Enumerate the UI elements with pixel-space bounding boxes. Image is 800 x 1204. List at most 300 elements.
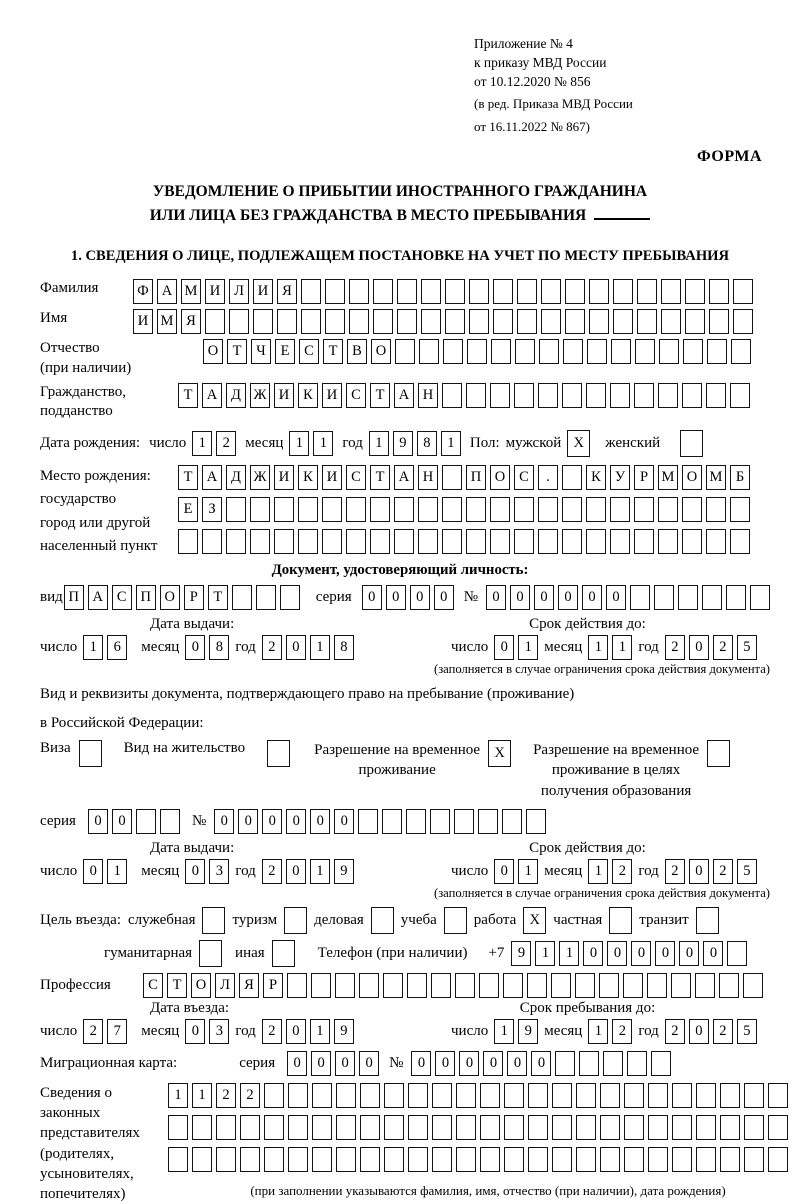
char-cell[interactable]	[682, 383, 702, 408]
char-cell[interactable]: П	[466, 465, 486, 490]
char-cell[interactable]	[202, 907, 225, 934]
char-cell[interactable]	[371, 907, 394, 934]
char-cell[interactable]	[587, 339, 607, 364]
char-cell[interactable]	[610, 383, 630, 408]
char-cell[interactable]	[707, 339, 727, 364]
char-cell[interactable]	[160, 809, 180, 834]
char-cell[interactable]	[504, 1147, 524, 1172]
char-cell[interactable]	[555, 1051, 575, 1076]
char-cell[interactable]	[565, 279, 585, 304]
char-cell[interactable]: 5	[737, 1019, 757, 1044]
char-cell[interactable]: 0	[214, 809, 234, 834]
study-checkbox[interactable]	[444, 907, 467, 934]
char-cell[interactable]	[373, 279, 393, 304]
char-cell[interactable]	[514, 383, 534, 408]
char-cell[interactable]	[613, 309, 633, 334]
char-cell[interactable]	[514, 529, 534, 554]
char-cell[interactable]	[383, 973, 403, 998]
char-cell[interactable]: 1	[369, 431, 389, 456]
char-cell[interactable]	[466, 497, 486, 522]
char-cell[interactable]	[696, 1147, 716, 1172]
char-cell[interactable]	[322, 529, 342, 554]
char-cell[interactable]: 1	[83, 635, 103, 660]
char-cell[interactable]	[659, 339, 679, 364]
char-cell[interactable]	[696, 1083, 716, 1108]
char-cell[interactable]	[136, 809, 156, 834]
entry-year-cells[interactable]	[262, 1019, 354, 1044]
char-cell[interactable]: 0	[507, 1051, 527, 1076]
char-cell[interactable]: 0	[410, 585, 430, 610]
char-cell[interactable]: 2	[262, 859, 282, 884]
char-cell[interactable]: 3	[209, 859, 229, 884]
char-cell[interactable]	[250, 497, 270, 522]
char-cell[interactable]: И	[253, 279, 273, 304]
permit-issue-month-cells[interactable]	[185, 859, 229, 884]
char-cell[interactable]: 1	[107, 859, 127, 884]
doc-series-cells[interactable]	[362, 585, 454, 610]
char-cell[interactable]	[678, 585, 698, 610]
char-cell[interactable]	[528, 1147, 548, 1172]
char-cell[interactable]: 0	[534, 585, 554, 610]
representatives-cells-row1[interactable]	[168, 1083, 788, 1108]
char-cell[interactable]: 2	[612, 1019, 632, 1044]
char-cell[interactable]	[325, 309, 345, 334]
char-cell[interactable]	[272, 940, 295, 967]
char-cell[interactable]: И	[274, 383, 294, 408]
char-cell[interactable]: Б	[730, 465, 750, 490]
char-cell[interactable]	[727, 941, 747, 966]
char-cell[interactable]	[600, 1115, 620, 1140]
char-cell[interactable]: Т	[227, 339, 247, 364]
doc-valid-year-cells[interactable]	[665, 635, 757, 660]
char-cell[interactable]: 2	[713, 635, 733, 660]
char-cell[interactable]: 0	[310, 809, 330, 834]
char-cell[interactable]: X	[488, 740, 511, 767]
char-cell[interactable]: А	[88, 585, 108, 610]
name-cells[interactable]	[133, 309, 753, 334]
char-cell[interactable]	[733, 279, 753, 304]
char-cell[interactable]	[611, 339, 631, 364]
char-cell[interactable]: 0	[287, 1051, 307, 1076]
char-cell[interactable]	[229, 309, 249, 334]
char-cell[interactable]: 0	[689, 1019, 709, 1044]
char-cell[interactable]: 0	[606, 585, 626, 610]
char-cell[interactable]: .	[538, 465, 558, 490]
char-cell[interactable]	[168, 1147, 188, 1172]
char-cell[interactable]: 1	[518, 859, 538, 884]
char-cell[interactable]: 0	[185, 635, 205, 660]
char-cell[interactable]	[79, 740, 102, 767]
char-cell[interactable]	[384, 1083, 404, 1108]
char-cell[interactable]: О	[371, 339, 391, 364]
char-cell[interactable]: 0	[286, 809, 306, 834]
stay-day-cells[interactable]	[494, 1019, 538, 1044]
char-cell[interactable]	[419, 339, 439, 364]
char-cell[interactable]: 2	[262, 635, 282, 660]
char-cell[interactable]	[720, 1147, 740, 1172]
char-cell[interactable]	[541, 279, 561, 304]
char-cell[interactable]	[648, 1083, 668, 1108]
char-cell[interactable]	[444, 907, 467, 934]
char-cell[interactable]	[360, 1147, 380, 1172]
char-cell[interactable]: 0	[583, 941, 603, 966]
char-cell[interactable]: О	[490, 465, 510, 490]
char-cell[interactable]	[671, 973, 691, 998]
profession-cells[interactable]	[143, 973, 763, 998]
char-cell[interactable]	[443, 339, 463, 364]
char-cell[interactable]	[456, 1083, 476, 1108]
char-cell[interactable]	[480, 1115, 500, 1140]
char-cell[interactable]	[467, 339, 487, 364]
char-cell[interactable]	[624, 1083, 644, 1108]
char-cell[interactable]	[515, 339, 535, 364]
char-cell[interactable]	[322, 497, 342, 522]
char-cell[interactable]: Р	[634, 465, 654, 490]
char-cell[interactable]	[312, 1147, 332, 1172]
phone-cells[interactable]	[511, 941, 747, 966]
birth-day-cells[interactable]	[192, 431, 236, 456]
char-cell[interactable]	[730, 383, 750, 408]
char-cell[interactable]	[768, 1083, 788, 1108]
char-cell[interactable]: 1	[518, 635, 538, 660]
char-cell[interactable]: Т	[167, 973, 187, 998]
char-cell[interactable]: Е	[178, 497, 198, 522]
char-cell[interactable]: В	[347, 339, 367, 364]
char-cell[interactable]: 0	[679, 941, 699, 966]
char-cell[interactable]	[526, 809, 546, 834]
char-cell[interactable]: 2	[83, 1019, 103, 1044]
char-cell[interactable]	[504, 1083, 524, 1108]
char-cell[interactable]: 1	[310, 1019, 330, 1044]
char-cell[interactable]: 2	[216, 1083, 236, 1108]
char-cell[interactable]	[288, 1147, 308, 1172]
char-cell[interactable]	[432, 1115, 452, 1140]
char-cell[interactable]: 2	[713, 859, 733, 884]
char-cell[interactable]	[408, 1147, 428, 1172]
char-cell[interactable]	[311, 973, 331, 998]
char-cell[interactable]	[630, 585, 650, 610]
char-cell[interactable]	[287, 973, 307, 998]
stay-year-cells[interactable]	[665, 1019, 757, 1044]
char-cell[interactable]	[301, 309, 321, 334]
birth-month-cells[interactable]	[289, 431, 333, 456]
char-cell[interactable]: 0	[558, 585, 578, 610]
char-cell[interactable]	[733, 309, 753, 334]
birth-place-cells-row3[interactable]	[178, 529, 750, 554]
char-cell[interactable]	[565, 309, 585, 334]
char-cell[interactable]	[395, 339, 415, 364]
char-cell[interactable]: 1	[310, 635, 330, 660]
char-cell[interactable]: Т	[370, 383, 390, 408]
char-cell[interactable]: 0	[83, 859, 103, 884]
char-cell[interactable]: К	[586, 465, 606, 490]
char-cell[interactable]	[680, 430, 703, 457]
char-cell[interactable]	[284, 907, 307, 934]
char-cell[interactable]	[430, 809, 450, 834]
char-cell[interactable]	[442, 465, 462, 490]
char-cell[interactable]: М	[658, 465, 678, 490]
tourism-checkbox[interactable]	[284, 907, 307, 934]
char-cell[interactable]: 9	[334, 1019, 354, 1044]
humanitarian-checkbox[interactable]	[199, 940, 222, 967]
char-cell[interactable]: 7	[107, 1019, 127, 1044]
char-cell[interactable]: М	[706, 465, 726, 490]
char-cell[interactable]	[384, 1147, 404, 1172]
char-cell[interactable]: К	[298, 465, 318, 490]
doc-kind-cells[interactable]	[64, 585, 300, 610]
char-cell[interactable]: А	[202, 465, 222, 490]
char-cell[interactable]: 0	[434, 585, 454, 610]
char-cell[interactable]	[589, 309, 609, 334]
char-cell[interactable]	[445, 309, 465, 334]
char-cell[interactable]	[750, 585, 770, 610]
representatives-cells-row3[interactable]	[168, 1147, 788, 1172]
char-cell[interactable]	[637, 279, 657, 304]
char-cell[interactable]	[232, 585, 252, 610]
char-cell[interactable]: 0	[494, 859, 514, 884]
doc-number-cells[interactable]	[486, 585, 770, 610]
char-cell[interactable]: 1	[289, 431, 309, 456]
char-cell[interactable]	[298, 497, 318, 522]
char-cell[interactable]: 2	[240, 1083, 260, 1108]
char-cell[interactable]	[658, 529, 678, 554]
doc-issue-day-cells[interactable]	[83, 635, 127, 660]
char-cell[interactable]: 0	[88, 809, 108, 834]
char-cell[interactable]	[469, 279, 489, 304]
birth-year-cells[interactable]	[369, 431, 461, 456]
char-cell[interactable]: П	[64, 585, 84, 610]
char-cell[interactable]	[672, 1115, 692, 1140]
char-cell[interactable]	[706, 497, 726, 522]
char-cell[interactable]: 1	[168, 1083, 188, 1108]
char-cell[interactable]	[707, 740, 730, 767]
char-cell[interactable]	[226, 529, 246, 554]
char-cell[interactable]: Я	[277, 279, 297, 304]
char-cell[interactable]: М	[181, 279, 201, 304]
char-cell[interactable]	[408, 1115, 428, 1140]
char-cell[interactable]: 0	[362, 585, 382, 610]
char-cell[interactable]: 5	[737, 635, 757, 660]
char-cell[interactable]	[394, 529, 414, 554]
char-cell[interactable]: С	[346, 383, 366, 408]
char-cell[interactable]	[609, 907, 632, 934]
char-cell[interactable]	[216, 1147, 236, 1172]
char-cell[interactable]	[661, 279, 681, 304]
char-cell[interactable]	[552, 1147, 572, 1172]
char-cell[interactable]: О	[682, 465, 702, 490]
char-cell[interactable]: 0	[459, 1051, 479, 1076]
char-cell[interactable]	[407, 973, 427, 998]
char-cell[interactable]: Я	[181, 309, 201, 334]
char-cell[interactable]	[654, 585, 674, 610]
char-cell[interactable]	[432, 1147, 452, 1172]
char-cell[interactable]: 8	[209, 635, 229, 660]
char-cell[interactable]	[456, 1115, 476, 1140]
char-cell[interactable]	[253, 309, 273, 334]
char-cell[interactable]: Я	[239, 973, 259, 998]
char-cell[interactable]	[336, 1083, 356, 1108]
char-cell[interactable]: С	[112, 585, 132, 610]
char-cell[interactable]: И	[274, 465, 294, 490]
char-cell[interactable]: 0	[112, 809, 132, 834]
char-cell[interactable]	[695, 973, 715, 998]
permit-valid-month-cells[interactable]	[588, 859, 632, 884]
char-cell[interactable]	[406, 809, 426, 834]
char-cell[interactable]	[685, 309, 705, 334]
char-cell[interactable]	[589, 279, 609, 304]
char-cell[interactable]	[264, 1083, 284, 1108]
char-cell[interactable]	[216, 1115, 236, 1140]
char-cell[interactable]: И	[322, 465, 342, 490]
char-cell[interactable]	[576, 1147, 596, 1172]
char-cell[interactable]: 0	[689, 859, 709, 884]
char-cell[interactable]: 2	[665, 635, 685, 660]
char-cell[interactable]: С	[143, 973, 163, 998]
char-cell[interactable]	[373, 309, 393, 334]
char-cell[interactable]	[370, 529, 390, 554]
char-cell[interactable]	[624, 1115, 644, 1140]
char-cell[interactable]	[768, 1147, 788, 1172]
char-cell[interactable]	[490, 383, 510, 408]
char-cell[interactable]: Р	[263, 973, 283, 998]
char-cell[interactable]	[696, 907, 719, 934]
char-cell[interactable]: 1	[612, 635, 632, 660]
char-cell[interactable]	[264, 1115, 284, 1140]
char-cell[interactable]	[442, 497, 462, 522]
char-cell[interactable]: П	[136, 585, 156, 610]
char-cell[interactable]	[455, 973, 475, 998]
char-cell[interactable]	[726, 585, 746, 610]
char-cell[interactable]	[634, 529, 654, 554]
char-cell[interactable]	[267, 740, 290, 767]
char-cell[interactable]	[491, 339, 511, 364]
char-cell[interactable]: Д	[226, 383, 246, 408]
char-cell[interactable]: З	[202, 497, 222, 522]
birth-place-cells-row2[interactable]	[178, 497, 750, 522]
char-cell[interactable]	[466, 529, 486, 554]
char-cell[interactable]: X	[567, 430, 590, 457]
char-cell[interactable]: 0	[286, 1019, 306, 1044]
char-cell[interactable]	[336, 1147, 356, 1172]
char-cell[interactable]: Л	[215, 973, 235, 998]
char-cell[interactable]	[551, 973, 571, 998]
char-cell[interactable]	[528, 1115, 548, 1140]
char-cell[interactable]	[397, 279, 417, 304]
char-cell[interactable]: 0	[286, 635, 306, 660]
char-cell[interactable]: 2	[665, 859, 685, 884]
char-cell[interactable]	[576, 1083, 596, 1108]
char-cell[interactable]	[634, 383, 654, 408]
temp-permit-checkbox[interactable]	[488, 740, 511, 767]
char-cell[interactable]	[600, 1083, 620, 1108]
char-cell[interactable]: 0	[386, 585, 406, 610]
char-cell[interactable]: И	[205, 279, 225, 304]
char-cell[interactable]: С	[514, 465, 534, 490]
char-cell[interactable]: Н	[418, 383, 438, 408]
char-cell[interactable]: 0	[486, 585, 506, 610]
char-cell[interactable]	[562, 383, 582, 408]
char-cell[interactable]	[651, 1051, 671, 1076]
surname-cells[interactable]	[133, 279, 753, 304]
char-cell[interactable]: 0	[631, 941, 651, 966]
char-cell[interactable]: 9	[511, 941, 531, 966]
char-cell[interactable]: 1	[192, 1083, 212, 1108]
char-cell[interactable]: А	[394, 383, 414, 408]
char-cell[interactable]	[325, 279, 345, 304]
char-cell[interactable]: 0	[689, 635, 709, 660]
char-cell[interactable]: 8	[334, 635, 354, 660]
permit-valid-day-cells[interactable]	[494, 859, 538, 884]
char-cell[interactable]	[454, 809, 474, 834]
char-cell[interactable]: 1	[494, 1019, 514, 1044]
char-cell[interactable]: Ж	[250, 465, 270, 490]
char-cell[interactable]	[538, 497, 558, 522]
char-cell[interactable]	[702, 585, 722, 610]
char-cell[interactable]	[672, 1147, 692, 1172]
char-cell[interactable]	[709, 279, 729, 304]
char-cell[interactable]: 1	[192, 431, 212, 456]
char-cell[interactable]: 9	[334, 859, 354, 884]
char-cell[interactable]: 2	[216, 431, 236, 456]
char-cell[interactable]	[528, 1083, 548, 1108]
char-cell[interactable]: 6	[107, 635, 127, 660]
mig-number-cells[interactable]	[411, 1051, 671, 1076]
char-cell[interactable]: 0	[531, 1051, 551, 1076]
char-cell[interactable]	[514, 497, 534, 522]
char-cell[interactable]: 2	[713, 1019, 733, 1044]
char-cell[interactable]: 0	[483, 1051, 503, 1076]
birth-place-cells-row1[interactable]	[178, 465, 750, 490]
char-cell[interactable]	[199, 940, 222, 967]
char-cell[interactable]	[562, 465, 582, 490]
char-cell[interactable]	[517, 279, 537, 304]
char-cell[interactable]	[720, 1115, 740, 1140]
char-cell[interactable]	[744, 1083, 764, 1108]
char-cell[interactable]	[682, 497, 702, 522]
char-cell[interactable]: 0	[335, 1051, 355, 1076]
edu-permit-checkbox[interactable]	[707, 740, 730, 767]
char-cell[interactable]: 2	[262, 1019, 282, 1044]
entry-day-cells[interactable]	[83, 1019, 127, 1044]
char-cell[interactable]: 1	[441, 431, 461, 456]
char-cell[interactable]: Т	[370, 465, 390, 490]
char-cell[interactable]	[312, 1115, 332, 1140]
char-cell[interactable]	[445, 279, 465, 304]
char-cell[interactable]	[563, 339, 583, 364]
permit-series-cells[interactable]	[88, 809, 180, 834]
char-cell[interactable]	[192, 1115, 212, 1140]
char-cell[interactable]	[539, 339, 559, 364]
char-cell[interactable]: 1	[310, 859, 330, 884]
char-cell[interactable]: Д	[226, 465, 246, 490]
char-cell[interactable]	[648, 1115, 668, 1140]
char-cell[interactable]: А	[394, 465, 414, 490]
char-cell[interactable]	[613, 279, 633, 304]
citizenship-cells[interactable]	[178, 383, 750, 408]
char-cell[interactable]	[709, 309, 729, 334]
char-cell[interactable]: Ф	[133, 279, 153, 304]
char-cell[interactable]	[683, 339, 703, 364]
stay-month-cells[interactable]	[588, 1019, 632, 1044]
char-cell[interactable]: 0	[262, 809, 282, 834]
char-cell[interactable]	[682, 529, 702, 554]
char-cell[interactable]: 0	[435, 1051, 455, 1076]
char-cell[interactable]: Т	[178, 383, 198, 408]
char-cell[interactable]	[480, 1083, 500, 1108]
char-cell[interactable]	[431, 973, 451, 998]
char-cell[interactable]	[720, 1083, 740, 1108]
char-cell[interactable]	[552, 1083, 572, 1108]
